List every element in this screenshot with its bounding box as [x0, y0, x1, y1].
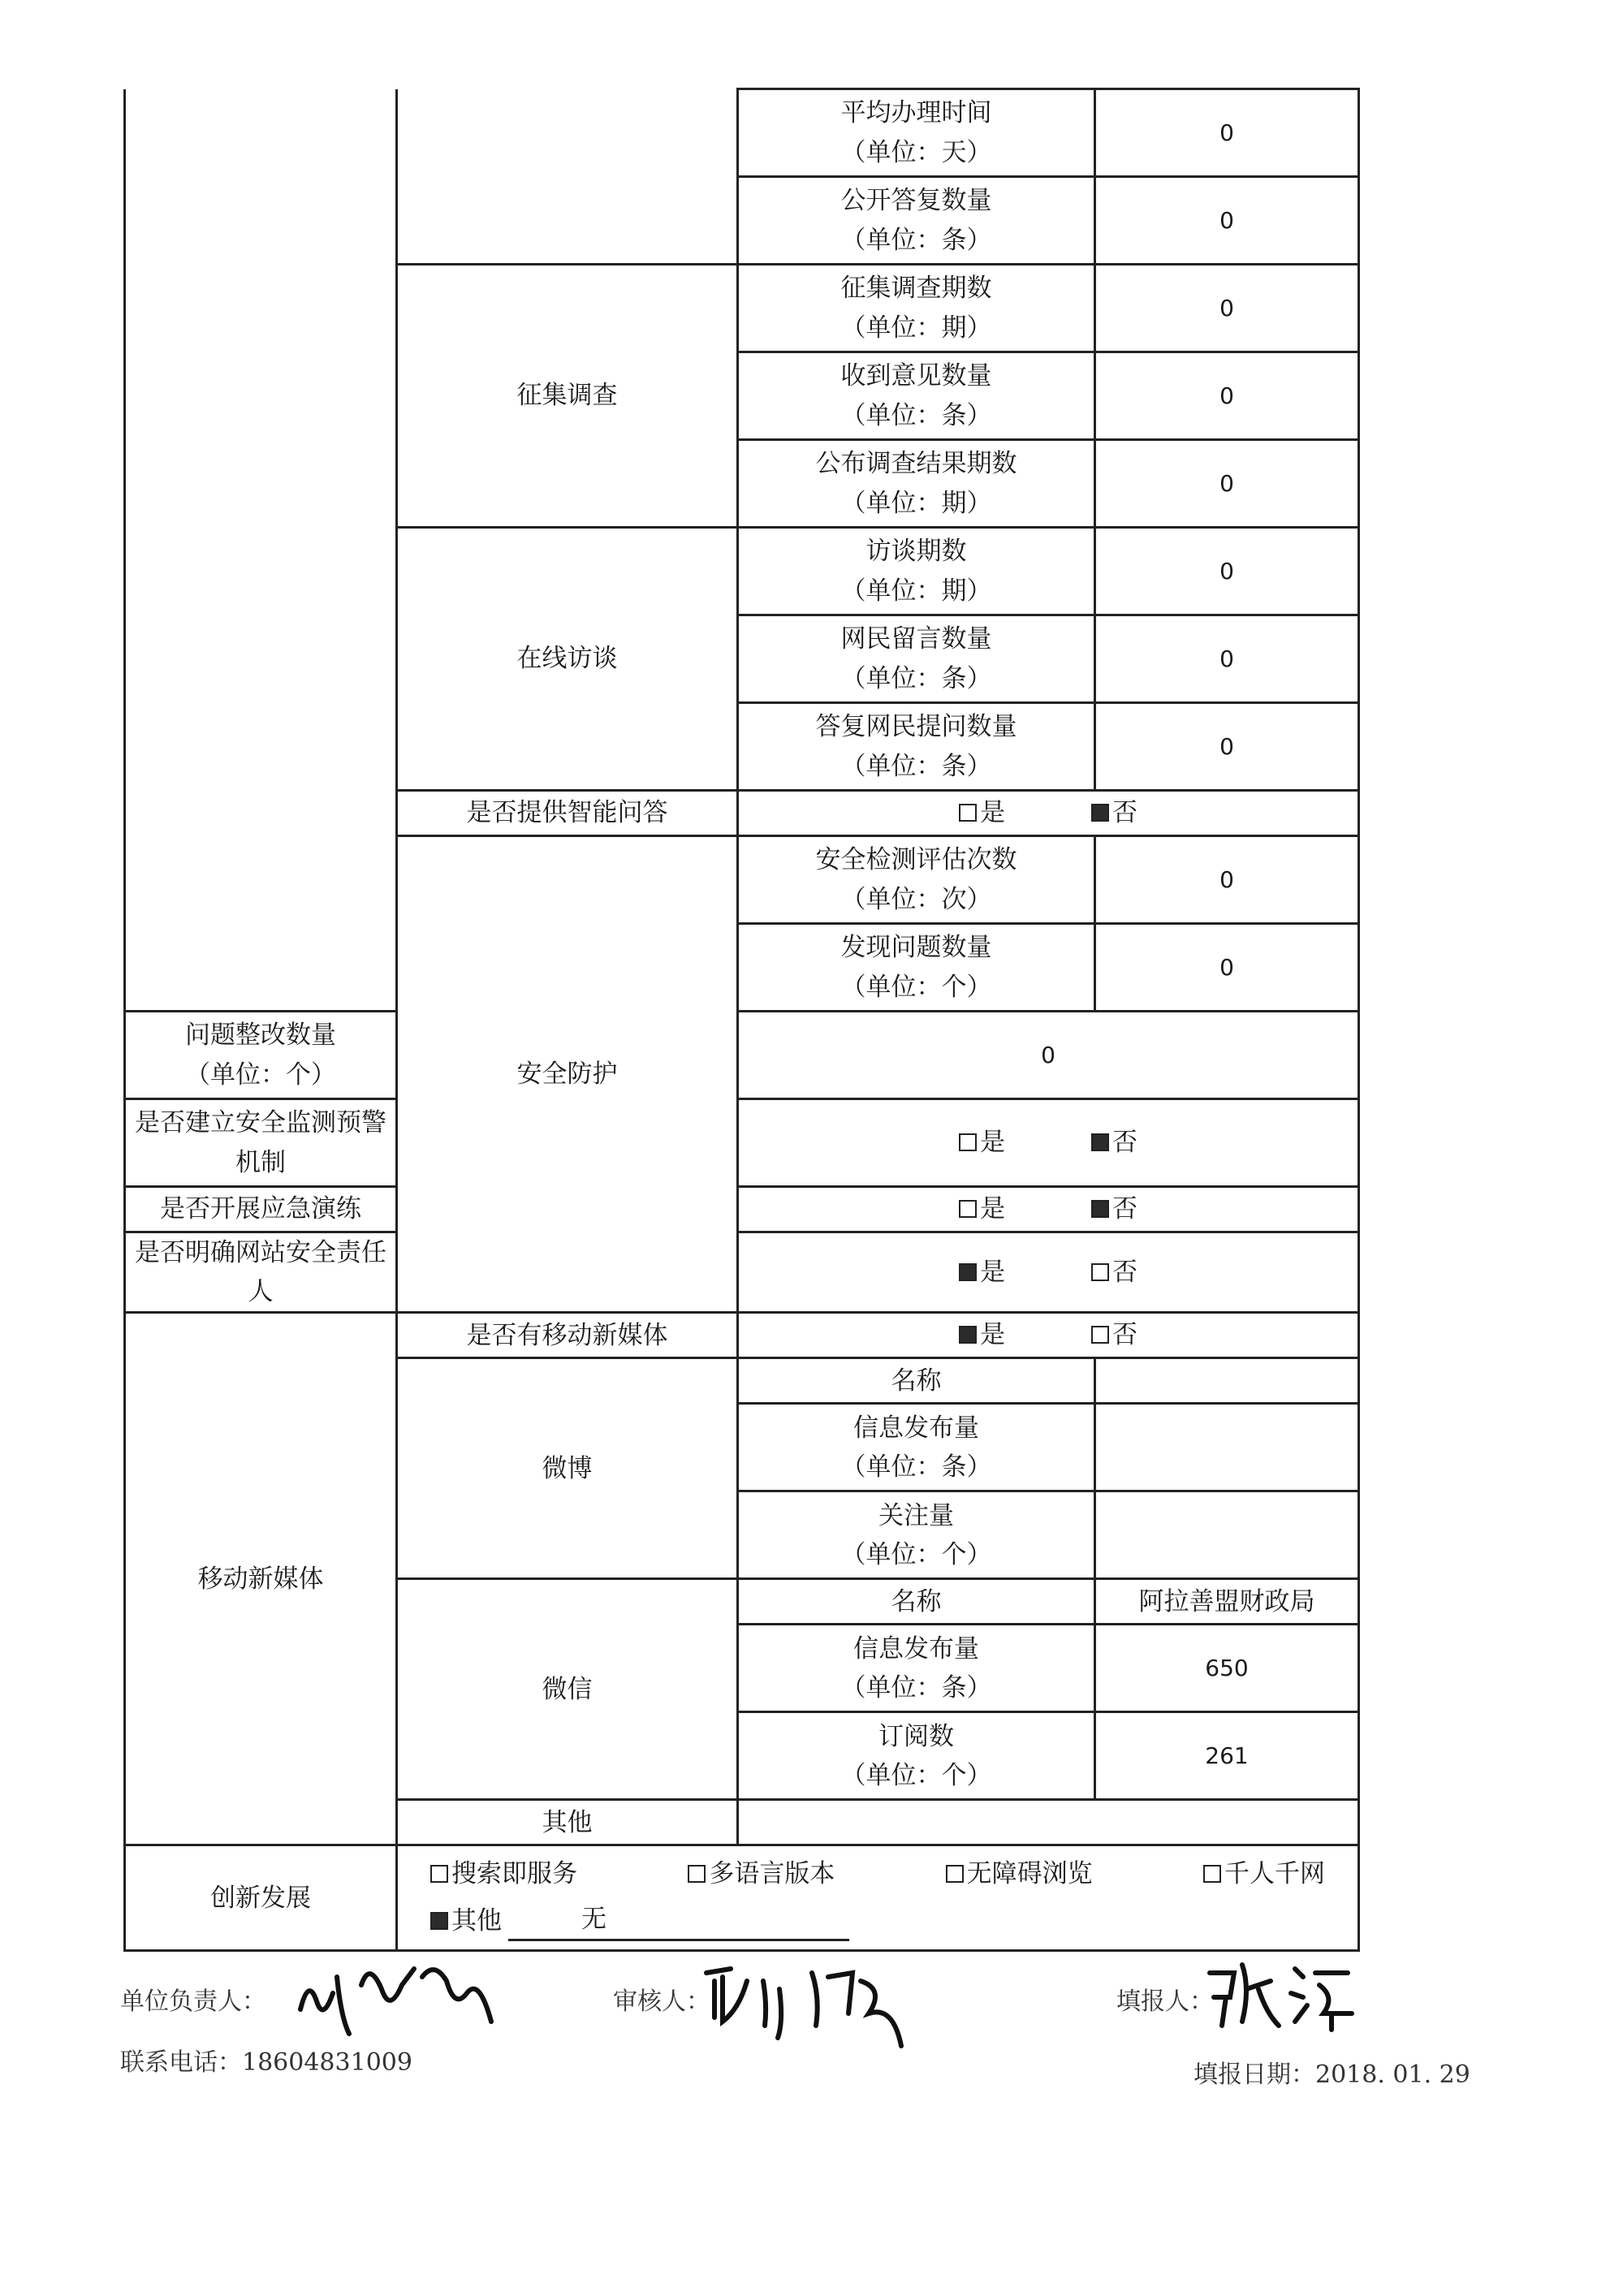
- option-personalized[interactable]: 千人千网: [1203, 1854, 1325, 1893]
- innovation-options: [397, 1845, 1359, 1951]
- no-option[interactable]: 否: [1091, 1123, 1137, 1162]
- row-label: 名称: [738, 1358, 1095, 1404]
- option-multilingual[interactable]: 多语言版本: [688, 1854, 835, 1893]
- continued-section-cell: [125, 89, 397, 1012]
- row-value: 0: [1095, 440, 1359, 528]
- report-table: [123, 88, 1360, 1952]
- yes-option[interactable]: 是: [959, 1189, 1005, 1228]
- smart-qa-label: 是否提供智能问答: [397, 791, 738, 836]
- row-value: [1095, 1358, 1359, 1404]
- row-label: 信息发布量 （单位：条）: [738, 1625, 1095, 1712]
- responsible-choice: [738, 1232, 1359, 1313]
- signature-filler: [1202, 1949, 1364, 2038]
- checkbox-filled-icon: [1091, 1133, 1109, 1151]
- signature-reviewer: [698, 1949, 917, 2062]
- row-label: 信息发布量 （单位：条）: [738, 1404, 1095, 1491]
- checkbox-empty-icon: [959, 804, 977, 822]
- new-media-choice: [738, 1313, 1359, 1358]
- checkbox-filled-icon: [959, 1263, 977, 1281]
- no-option[interactable]: 否: [1091, 1315, 1137, 1354]
- wechat-label: 微信: [397, 1579, 738, 1800]
- yes-option[interactable]: 是: [959, 1123, 1005, 1162]
- row-label: 公布调查结果期数 （单位：期）: [738, 440, 1095, 528]
- filler-label: 填报人：: [1116, 1987, 1214, 2016]
- smart-qa-choice: [738, 791, 1359, 836]
- fill-date: 2018. 01. 29: [1315, 2061, 1470, 2089]
- row-label: 是否开展应急演练: [125, 1187, 397, 1232]
- checkbox-empty-icon: [1091, 1326, 1109, 1344]
- reviewer-label: 审核人：: [613, 1987, 710, 2016]
- phone-number: 18604831009: [242, 2048, 412, 2077]
- row-value: 650: [1095, 1625, 1359, 1712]
- row-value: 0: [1095, 177, 1359, 265]
- checkbox-empty-icon: [1091, 1263, 1109, 1281]
- row-label: 答复网民提问数量 （单位：条）: [738, 703, 1095, 791]
- yes-option[interactable]: 是: [959, 793, 1005, 832]
- checkbox-filled-icon: [959, 1326, 977, 1344]
- row-label: 关注量 （单位：个）: [738, 1491, 1095, 1579]
- row-value: 0: [1095, 836, 1359, 924]
- row-label: 网民留言数量 （单位：条）: [738, 615, 1095, 703]
- row-label: 是否有移动新媒体: [397, 1313, 738, 1358]
- no-option[interactable]: 否: [1091, 1189, 1137, 1228]
- no-option[interactable]: 否: [1091, 1253, 1137, 1292]
- signature-unit-head: [292, 1944, 512, 2050]
- continued-subsection-cell: [397, 89, 738, 265]
- yes-option[interactable]: 是: [959, 1315, 1005, 1354]
- checkbox-filled-icon: [430, 1912, 448, 1930]
- option-search-service[interactable]: 搜索即服务: [430, 1854, 577, 1893]
- security-section: 安全防护: [397, 836, 738, 1313]
- wechat-account-name: 阿拉善盟财政局: [1095, 1579, 1359, 1625]
- row-value: [1095, 1491, 1359, 1579]
- row-value: 0: [1095, 924, 1359, 1012]
- checkbox-empty-icon: [430, 1865, 448, 1883]
- yes-option[interactable]: 是: [959, 1253, 1005, 1292]
- row-label: 问题整改数量 （单位：个）: [125, 1012, 397, 1099]
- option-other[interactable]: 其他: [430, 1901, 502, 1940]
- row-label: 平均办理时间 （单位：天）: [738, 89, 1095, 177]
- option-accessible-browsing[interactable]: 无障碍浏览: [946, 1854, 1093, 1893]
- checkbox-empty-icon: [959, 1133, 977, 1151]
- checkbox-empty-icon: [1203, 1865, 1221, 1883]
- row-value: 0: [738, 1012, 1359, 1099]
- row-value: 0: [1095, 615, 1359, 703]
- mobile-section: 移动新媒体: [125, 1313, 397, 1845]
- row-value: 0: [1095, 352, 1359, 440]
- row-value: 0: [1095, 265, 1359, 352]
- date-row: 填报日期：2018. 01. 29: [1194, 2061, 1470, 2089]
- row-value: [1095, 1404, 1359, 1491]
- row-label: 是否明确网站安全责任人: [125, 1232, 397, 1313]
- checkbox-filled-icon: [1091, 804, 1109, 822]
- row-value: 0: [1095, 89, 1359, 177]
- no-option[interactable]: 否: [1091, 793, 1137, 832]
- row-label: 公开答复数量 （单位：条）: [738, 177, 1095, 265]
- row-label: 征集调查期数 （单位：期）: [738, 265, 1095, 352]
- drill-choice: [738, 1187, 1359, 1232]
- other-value: [738, 1800, 1359, 1845]
- row-value: 261: [1095, 1712, 1359, 1800]
- checkbox-empty-icon: [946, 1865, 964, 1883]
- weibo-label: 微博: [397, 1358, 738, 1579]
- row-label: 收到意见数量 （单位：条）: [738, 352, 1095, 440]
- row-label: 名称: [738, 1579, 1095, 1625]
- unit-head-label: 单位负责人：: [120, 1987, 266, 2016]
- row-value: 0: [1095, 703, 1359, 791]
- security-warning-choice: [738, 1099, 1359, 1187]
- row-label: 访谈期数 （单位：期）: [738, 528, 1095, 615]
- row-label: 订阅数 （单位：个）: [738, 1712, 1095, 1800]
- row-value: 0: [1095, 528, 1359, 615]
- row-label: 发现问题数量 （单位：个）: [738, 924, 1095, 1012]
- checkbox-empty-icon: [959, 1200, 977, 1218]
- row-label: 安全检测评估次数 （单位：次）: [738, 836, 1095, 924]
- other-fill-in: 无: [508, 1900, 849, 1941]
- checkbox-filled-icon: [1091, 1200, 1109, 1218]
- phone-row: 联系电话：18604831009: [120, 2048, 412, 2077]
- innovation-section: 创新发展: [125, 1845, 397, 1951]
- checkbox-empty-icon: [688, 1865, 706, 1883]
- survey-section: 征集调查: [397, 265, 738, 528]
- interview-section: 在线访谈: [397, 528, 738, 791]
- row-label: 是否建立安全监测预警机制: [125, 1099, 397, 1187]
- other-label: 其他: [397, 1800, 738, 1845]
